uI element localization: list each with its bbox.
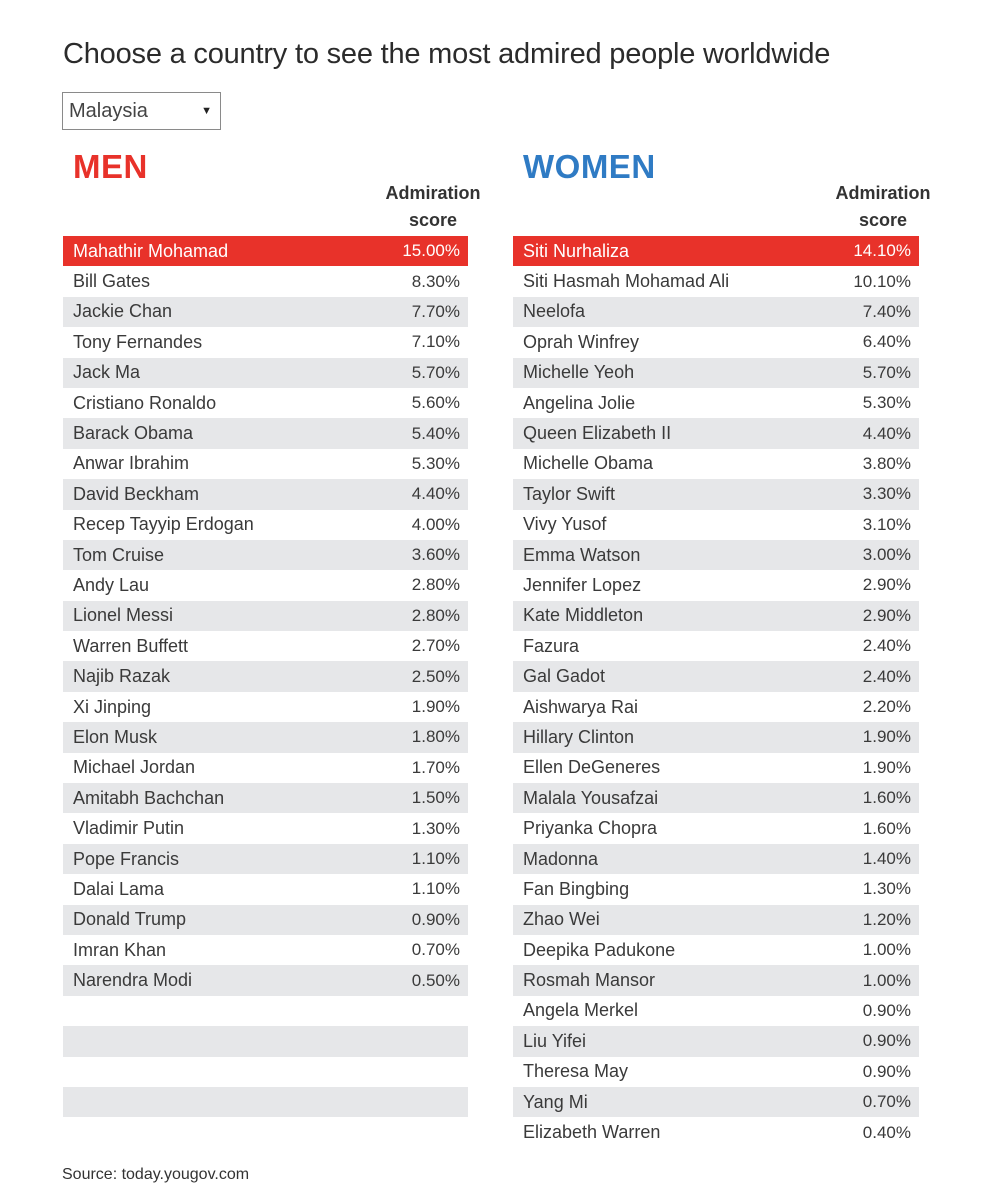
admiration-score: 1.20% bbox=[862, 909, 911, 929]
table-row bbox=[513, 996, 919, 1026]
person-name: Siti Hasmah Mohamad Ali bbox=[523, 271, 730, 292]
admiration-score: 5.70% bbox=[862, 362, 911, 382]
table-row bbox=[63, 266, 468, 296]
table-row bbox=[513, 874, 919, 904]
admiration-score: 2.90% bbox=[862, 605, 911, 625]
person-name: Tom Cruise bbox=[73, 544, 165, 565]
admiration-score: 2.70% bbox=[411, 636, 460, 656]
admiration-score: 15.00% bbox=[402, 241, 460, 261]
person-name: Jack Ma bbox=[73, 362, 141, 383]
admiration-score: 0.90% bbox=[411, 909, 460, 929]
person-name: Narendra Modi bbox=[73, 970, 193, 991]
admiration-score: 7.40% bbox=[862, 301, 911, 321]
admiration-score: 2.80% bbox=[411, 605, 460, 625]
person-name: Anwar Ibrahim bbox=[73, 453, 190, 474]
person-name: Taylor Swift bbox=[523, 483, 616, 504]
table-row bbox=[513, 753, 919, 783]
table-row bbox=[513, 844, 919, 874]
country-select-value: Malaysia bbox=[69, 99, 148, 122]
person-name: Barack Obama bbox=[73, 423, 194, 444]
men-score-header-line2: score bbox=[408, 210, 458, 230]
table-row bbox=[63, 965, 468, 995]
table-row bbox=[513, 358, 919, 388]
table-row bbox=[63, 479, 468, 509]
table-row bbox=[63, 449, 468, 479]
person-name: David Beckham bbox=[73, 483, 200, 504]
person-name: Angela Merkel bbox=[523, 1000, 639, 1021]
men-score-header-line1: Admiration bbox=[385, 183, 481, 203]
table-row bbox=[513, 510, 919, 540]
women-score-header-line2: score bbox=[858, 210, 908, 230]
admiration-score: 5.30% bbox=[862, 393, 911, 413]
person-name: Malala Yousafzai bbox=[523, 787, 659, 808]
admiration-score: 1.00% bbox=[862, 940, 911, 960]
person-name: Oprah Winfrey bbox=[523, 331, 640, 352]
women-score-header bbox=[828, 180, 938, 234]
table-row bbox=[513, 1026, 919, 1056]
admiration-score: 0.90% bbox=[862, 1031, 911, 1051]
women-rows bbox=[513, 236, 919, 1148]
person-name: Aishwarya Rai bbox=[523, 696, 639, 717]
table-row bbox=[513, 965, 919, 995]
person-name: Michelle Yeoh bbox=[523, 362, 635, 383]
admiration-score: 8.30% bbox=[411, 271, 460, 291]
admiration-score: 0.70% bbox=[862, 1092, 911, 1112]
table-row bbox=[513, 418, 919, 448]
table-row bbox=[513, 813, 919, 843]
admiration-score: 2.80% bbox=[411, 575, 460, 595]
women-heading: WOMEN bbox=[523, 148, 656, 185]
empty-row bbox=[63, 1026, 468, 1056]
table-row bbox=[63, 418, 468, 448]
table-row bbox=[513, 297, 919, 327]
admiration-score: 1.90% bbox=[411, 697, 460, 717]
men-rows bbox=[63, 236, 468, 1148]
admiration-score: 1.30% bbox=[862, 879, 911, 899]
table-row bbox=[63, 388, 468, 418]
men-table bbox=[63, 148, 481, 991]
person-name: Michelle Obama bbox=[523, 453, 654, 474]
admiration-score: 5.60% bbox=[411, 393, 460, 413]
admiration-score: 7.70% bbox=[411, 301, 460, 321]
table-row bbox=[63, 358, 468, 388]
men-score-header bbox=[378, 180, 488, 234]
chevron-down-icon: ▼ bbox=[201, 105, 212, 117]
admiration-score: 1.90% bbox=[862, 757, 911, 777]
empty-row bbox=[63, 996, 468, 1026]
person-name: Angelina Jolie bbox=[523, 392, 636, 413]
admiration-score: 4.40% bbox=[862, 423, 911, 443]
table-row bbox=[63, 874, 468, 904]
admiration-score: 3.30% bbox=[862, 484, 911, 504]
table-row bbox=[63, 236, 468, 266]
person-name: Pope Francis bbox=[73, 848, 180, 869]
person-name: Madonna bbox=[523, 848, 599, 869]
admiration-score: 2.90% bbox=[862, 575, 911, 595]
person-name: Donald Trump bbox=[73, 909, 187, 930]
admiration-score: 5.70% bbox=[411, 362, 460, 382]
country-select[interactable] bbox=[62, 92, 221, 130]
admiration-score: 3.80% bbox=[862, 453, 911, 473]
table-row bbox=[63, 570, 468, 600]
person-name: Fan Bingbing bbox=[523, 878, 630, 899]
table-row bbox=[63, 813, 468, 843]
page-title: Choose a country to see the most admired people worldwide bbox=[63, 38, 831, 70]
admiration-score: 7.10% bbox=[411, 332, 460, 352]
admiration-score: 0.50% bbox=[411, 970, 460, 990]
person-name: Michael Jordan bbox=[73, 757, 196, 778]
men-heading: MEN bbox=[73, 148, 148, 185]
person-name: Elizabeth Warren bbox=[523, 1122, 661, 1143]
person-name: Jackie Chan bbox=[73, 301, 173, 322]
empty-row bbox=[63, 1087, 468, 1117]
admiration-score: 1.80% bbox=[411, 727, 460, 747]
table-row bbox=[513, 388, 919, 418]
table-row bbox=[63, 783, 468, 813]
person-name: Neelofa bbox=[523, 301, 586, 322]
table-row bbox=[63, 540, 468, 570]
person-name: Warren Buffett bbox=[73, 635, 189, 656]
person-name: Jennifer Lopez bbox=[523, 574, 642, 595]
admiration-score: 3.10% bbox=[862, 514, 911, 534]
table-row bbox=[513, 783, 919, 813]
person-name: Vivy Yusof bbox=[523, 514, 607, 535]
table-row bbox=[63, 601, 468, 631]
empty-row bbox=[63, 1057, 468, 1087]
table-row bbox=[63, 753, 468, 783]
table-row bbox=[513, 479, 919, 509]
women-table bbox=[513, 148, 931, 1143]
person-name: Siti Nurhaliza bbox=[523, 240, 630, 261]
person-name: Xi Jinping bbox=[73, 696, 152, 717]
person-name: Andy Lau bbox=[73, 574, 150, 595]
table-row bbox=[513, 266, 919, 296]
table-row bbox=[513, 570, 919, 600]
person-name: Bill Gates bbox=[73, 271, 151, 292]
empty-row bbox=[63, 1117, 468, 1147]
table-row bbox=[513, 1117, 919, 1147]
table-row bbox=[513, 905, 919, 935]
person-name: Lionel Messi bbox=[73, 605, 174, 626]
table-row bbox=[513, 449, 919, 479]
table-row bbox=[513, 935, 919, 965]
person-name: Liu Yifei bbox=[523, 1030, 587, 1051]
person-name: Elon Musk bbox=[73, 726, 158, 747]
admiration-score: 0.70% bbox=[411, 940, 460, 960]
table-row bbox=[63, 692, 468, 722]
admiration-score: 0.40% bbox=[862, 1122, 911, 1142]
admiration-score: 1.60% bbox=[862, 818, 911, 838]
admiration-score: 2.40% bbox=[862, 666, 911, 686]
admiration-score: 3.60% bbox=[411, 545, 460, 565]
table-row bbox=[63, 935, 468, 965]
person-name: Mahathir Mohamad bbox=[73, 240, 229, 261]
person-name: Theresa May bbox=[523, 1061, 629, 1082]
admiration-score: 10.10% bbox=[853, 271, 911, 291]
admiration-score: 1.10% bbox=[411, 849, 460, 868]
person-name: Imran Khan bbox=[73, 939, 167, 960]
table-row bbox=[513, 236, 919, 266]
person-name: Deepika Padukone bbox=[523, 939, 676, 960]
admiration-score: 1.70% bbox=[411, 757, 460, 777]
admiration-score: 14.10% bbox=[853, 241, 911, 261]
admiration-score: 0.90% bbox=[862, 1000, 911, 1020]
person-name: Kate Middleton bbox=[523, 605, 644, 626]
admiration-score: 1.50% bbox=[411, 788, 460, 808]
table-row bbox=[63, 631, 468, 661]
admiration-score: 1.10% bbox=[411, 879, 460, 899]
person-name: Ellen DeGeneres bbox=[523, 757, 661, 778]
admiration-score: 2.20% bbox=[862, 697, 911, 717]
person-name: Queen Elizabeth II bbox=[523, 423, 672, 444]
person-name: Priyanka Chopra bbox=[523, 818, 658, 839]
admiration-score: 1.00% bbox=[862, 970, 911, 990]
admiration-score: 2.50% bbox=[411, 666, 460, 686]
person-name: Fazura bbox=[523, 635, 580, 656]
table-row bbox=[513, 327, 919, 357]
table-row bbox=[513, 1057, 919, 1087]
table-row bbox=[63, 905, 468, 935]
women-score-header-line1: Admiration bbox=[835, 183, 931, 203]
table-row bbox=[63, 722, 468, 752]
person-name: Zhao Wei bbox=[523, 909, 600, 930]
person-name: Tony Fernandes bbox=[73, 331, 203, 352]
admiration-score: 4.40% bbox=[411, 484, 460, 504]
person-name: Hillary Clinton bbox=[523, 726, 635, 747]
admiration-score: 1.40% bbox=[862, 849, 911, 868]
person-name: Yang Mi bbox=[523, 1091, 588, 1112]
person-name: Rosmah Mansor bbox=[523, 970, 656, 991]
table-row bbox=[513, 631, 919, 661]
admiration-score: 1.30% bbox=[411, 818, 460, 838]
table-row bbox=[513, 601, 919, 631]
source-note: Source: today.yougov.com bbox=[62, 1166, 250, 1183]
admiration-score: 1.90% bbox=[862, 727, 911, 747]
table-row bbox=[513, 692, 919, 722]
person-name: Najib Razak bbox=[73, 666, 171, 687]
table-row bbox=[63, 510, 468, 540]
table-row bbox=[513, 540, 919, 570]
admiration-score: 2.40% bbox=[862, 636, 911, 656]
table-row bbox=[63, 297, 468, 327]
table-row bbox=[513, 661, 919, 691]
person-name: Amitabh Bachchan bbox=[73, 787, 225, 808]
person-name: Gal Gadot bbox=[523, 666, 606, 687]
person-name: Dalai Lama bbox=[73, 878, 165, 899]
admiration-score: 0.90% bbox=[862, 1061, 911, 1081]
table-row bbox=[63, 327, 468, 357]
person-name: Cristiano Ronaldo bbox=[73, 392, 217, 413]
admiration-score: 4.00% bbox=[411, 514, 460, 534]
table-row bbox=[513, 1087, 919, 1117]
admiration-score: 3.00% bbox=[862, 545, 911, 565]
table-row bbox=[63, 844, 468, 874]
admiration-score: 5.30% bbox=[411, 453, 460, 473]
person-name: Emma Watson bbox=[523, 544, 641, 565]
admiration-score: 1.60% bbox=[862, 788, 911, 808]
admiration-score: 6.40% bbox=[862, 332, 911, 352]
admiration-score: 5.40% bbox=[411, 423, 460, 443]
person-name: Vladimir Putin bbox=[73, 818, 185, 839]
person-name: Recep Tayyip Erdogan bbox=[73, 514, 254, 535]
table-row bbox=[63, 661, 468, 691]
table-row bbox=[513, 722, 919, 752]
